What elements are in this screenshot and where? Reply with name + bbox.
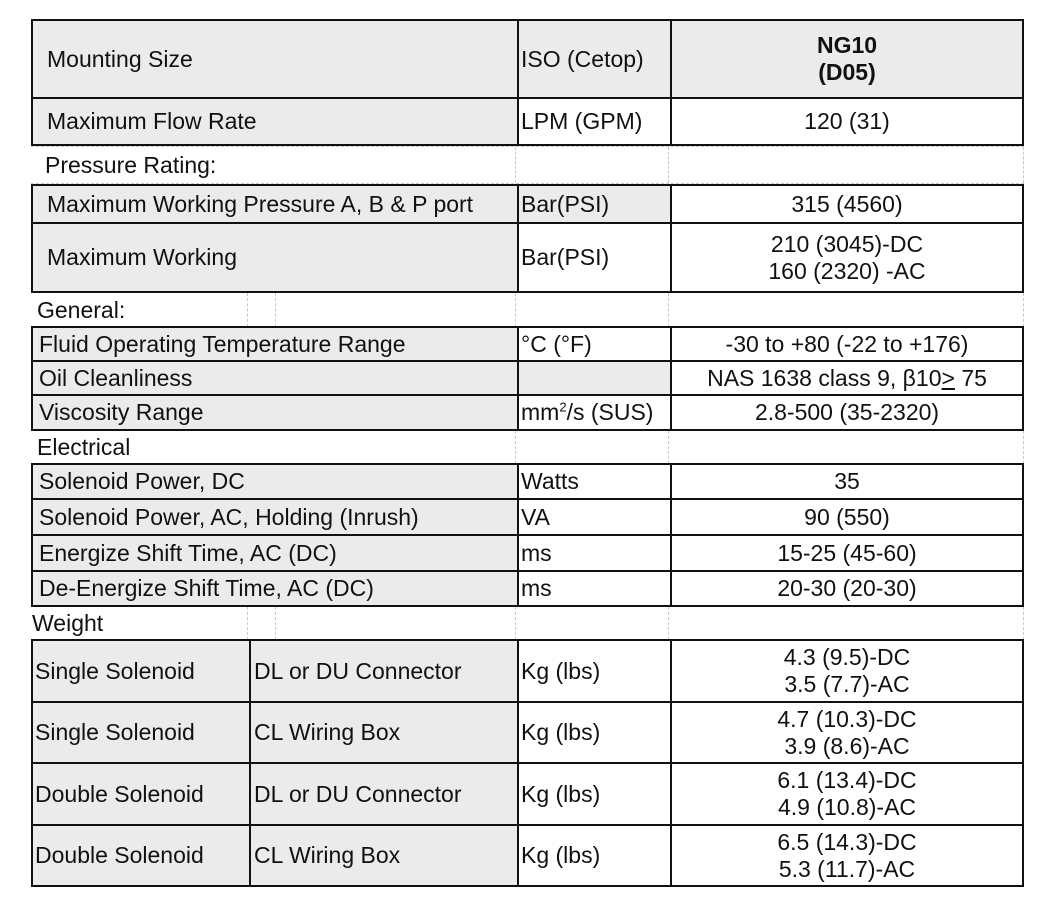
section-empty [515, 431, 668, 464]
energize-value: 15-25 (45-60) [777, 539, 917, 566]
oil-value-suffix: 75 [954, 364, 987, 391]
value-cell [670, 465, 1022, 498]
weight-line2: 4.9 (10.8)-AC [777, 794, 917, 820]
label-cell [33, 21, 517, 97]
unit-cell [517, 572, 670, 605]
row-mounting-size [31, 19, 1024, 99]
temp-unit: °C (°F) [521, 330, 592, 357]
pressure-max-line1: 210 (3045)-DC [770, 230, 924, 257]
label-cell [33, 536, 517, 570]
weight-type: Double Solenoid [35, 780, 204, 807]
weight-line2: 5.3 (11.7)-AC [778, 855, 916, 882]
electrical-header: Electrical [37, 434, 131, 460]
pressure-max-label: Maximum Working [47, 244, 237, 270]
temp-label: Fluid Operating Temperature Range [39, 330, 406, 357]
section-empty [515, 293, 668, 327]
energize-unit: ms [521, 539, 552, 566]
section-empty [668, 607, 1024, 640]
deenergize-unit: ms [521, 575, 552, 601]
value-cell [670, 572, 1022, 605]
row-energize [31, 534, 1024, 572]
pressure-header: Pressure Rating: [45, 151, 217, 178]
unit-cell [517, 99, 670, 144]
viscosity-value: 2.8-500 (35-2320) [754, 399, 940, 425]
weight-connector: CL Wiring Box [254, 719, 401, 745]
weight-unit: Kg (lbs) [521, 780, 601, 807]
weight-type-cell [33, 641, 249, 701]
weight-type: Single Solenoid [35, 719, 195, 745]
weight-connector-cell [249, 641, 517, 701]
row-viscosity [31, 394, 1024, 431]
mounting-label: Mounting Size [47, 45, 193, 72]
unit-cell [517, 224, 670, 291]
section-empty [668, 293, 1024, 327]
value-cell [670, 764, 1022, 824]
sol-dc-label: Solenoid Power, DC [39, 468, 245, 494]
label-cell [33, 99, 517, 144]
label-cell [33, 572, 517, 605]
label-cell [33, 186, 517, 222]
unit-cell [517, 536, 670, 570]
weight-connector-cell [249, 826, 517, 885]
value-cell [670, 703, 1022, 762]
value-cell [670, 328, 1022, 360]
viscosity-label: Viscosity Range [39, 399, 204, 425]
row-deenergize [31, 570, 1024, 607]
sol-ac-value: 90 (550) [804, 503, 890, 530]
weight-connector: DL or DU Connector [254, 780, 462, 807]
label-cell [33, 500, 517, 534]
weight-connector: CL Wiring Box [254, 842, 401, 868]
viscosity-unit-sup: 2 [559, 399, 567, 415]
section-empty [275, 293, 515, 327]
section-empty [247, 293, 275, 327]
weight-line1: 4.7 (10.3)-DC [777, 705, 917, 732]
unit-cell [517, 186, 670, 222]
mounting-unit: ISO (Cetop) [521, 45, 644, 72]
deenergize-value: 20-30 (20-30) [777, 575, 917, 601]
weight-type-cell [33, 764, 249, 824]
weight-row [31, 824, 1024, 887]
weight-row [31, 701, 1024, 764]
weight-header: Weight [32, 610, 104, 636]
row-pressure-max [31, 222, 1024, 293]
unit-cell [517, 500, 670, 534]
flow-value: 120 (31) [804, 108, 890, 134]
oil-label: Oil Cleanliness [39, 364, 193, 391]
section-electrical [31, 431, 1024, 465]
deenergize-label: De-Energize Shift Time, AC (DC) [39, 575, 374, 601]
oil-value-prefix: NAS 1638 class 9, β10 [707, 364, 942, 391]
sol-dc-value: 35 [834, 468, 860, 494]
value-cell [670, 186, 1022, 222]
value-cell [670, 641, 1022, 701]
section-empty [515, 147, 668, 183]
section-general [31, 293, 1024, 328]
viscosity-unit-suffix: /s (SUS) [566, 399, 654, 425]
unit-cell [517, 362, 670, 394]
mounting-value-line1: NG10 [816, 32, 878, 58]
weight-line1: 6.1 (13.4)-DC [777, 767, 917, 793]
energize-label: Energize Shift Time, AC (DC) [39, 539, 337, 566]
pressure-max-line2: 160 (2320) -AC [768, 257, 926, 284]
section-pressure [31, 146, 1024, 184]
label-cell [33, 465, 517, 498]
sol-ac-unit: VA [521, 503, 550, 530]
flow-unit: LPM (GPM) [521, 108, 643, 134]
pressure-abp-label: Maximum Working Pressure A, B & P port [47, 190, 474, 217]
unit-cell [517, 826, 670, 885]
weight-row [31, 639, 1024, 703]
mounting-value-line2: (D05) [818, 59, 876, 85]
row-pressure-abp [31, 184, 1024, 224]
row-oil-cleanliness [31, 360, 1024, 396]
value-cell [670, 826, 1022, 885]
unit-cell [517, 328, 670, 360]
sol-ac-label: Solenoid Power, AC, Holding (Inrush) [39, 503, 419, 530]
label-cell [33, 362, 517, 394]
oil-value-symbol: > [941, 364, 955, 391]
value-cell [670, 21, 1022, 97]
weight-connector-cell [249, 764, 517, 824]
viscosity-unit-prefix: mm [521, 399, 560, 425]
weight-unit: Kg (lbs) [521, 719, 601, 745]
section-cell [31, 431, 515, 464]
label-cell [33, 224, 517, 291]
pressure-max-unit: Bar(PSI) [521, 244, 610, 270]
value-cell [670, 99, 1022, 144]
sol-dc-unit: Watts [521, 468, 579, 494]
general-header: General: [37, 296, 126, 323]
weight-connector-cell [249, 703, 517, 762]
weight-type-cell [33, 826, 249, 885]
row-max-flow [31, 97, 1024, 146]
label-cell [33, 328, 517, 360]
unit-cell [517, 641, 670, 701]
weight-connector: DL or DU Connector [254, 657, 462, 684]
temp-value: -30 to +80 (-22 to +176) [725, 330, 969, 357]
section-weight [31, 607, 1024, 641]
label-cell [33, 396, 517, 429]
viscosity-unit [521, 399, 653, 426]
unit-cell [517, 396, 670, 429]
row-solenoid-ac [31, 498, 1024, 536]
weight-type: Double Solenoid [35, 842, 204, 868]
section-empty [668, 431, 1024, 464]
weight-unit: Kg (lbs) [521, 842, 601, 868]
section-cell [31, 607, 247, 640]
weight-line2: 3.5 (7.7)-AC [784, 671, 910, 697]
weight-line2: 3.9 (8.6)-AC [784, 732, 910, 759]
unit-cell [517, 703, 670, 762]
unit-cell [517, 465, 670, 498]
weight-unit: Kg (lbs) [521, 657, 601, 684]
weight-type-cell [33, 703, 249, 762]
row-solenoid-dc [31, 463, 1024, 500]
section-cell [31, 293, 247, 327]
section-empty [247, 607, 275, 640]
pressure-abp-value: 315 (4560) [791, 190, 903, 217]
weight-line1: 4.3 (9.5)-DC [783, 644, 911, 670]
section-empty [668, 147, 1024, 183]
pressure-abp-unit: Bar(PSI) [521, 190, 610, 217]
unit-cell [517, 764, 670, 824]
section-empty [515, 607, 668, 640]
value-cell [670, 362, 1022, 394]
value-cell [670, 396, 1022, 429]
value-cell [670, 500, 1022, 534]
weight-row [31, 762, 1024, 826]
section-cell [31, 147, 515, 183]
unit-cell [517, 21, 670, 97]
row-temperature [31, 326, 1024, 362]
weight-type: Single Solenoid [35, 657, 195, 684]
value-cell [670, 536, 1022, 570]
weight-line1: 6.5 (14.3)-DC [777, 828, 917, 855]
oil-value [707, 365, 987, 392]
flow-label: Maximum Flow Rate [47, 108, 257, 134]
value-cell [670, 224, 1022, 291]
section-empty [275, 607, 515, 640]
